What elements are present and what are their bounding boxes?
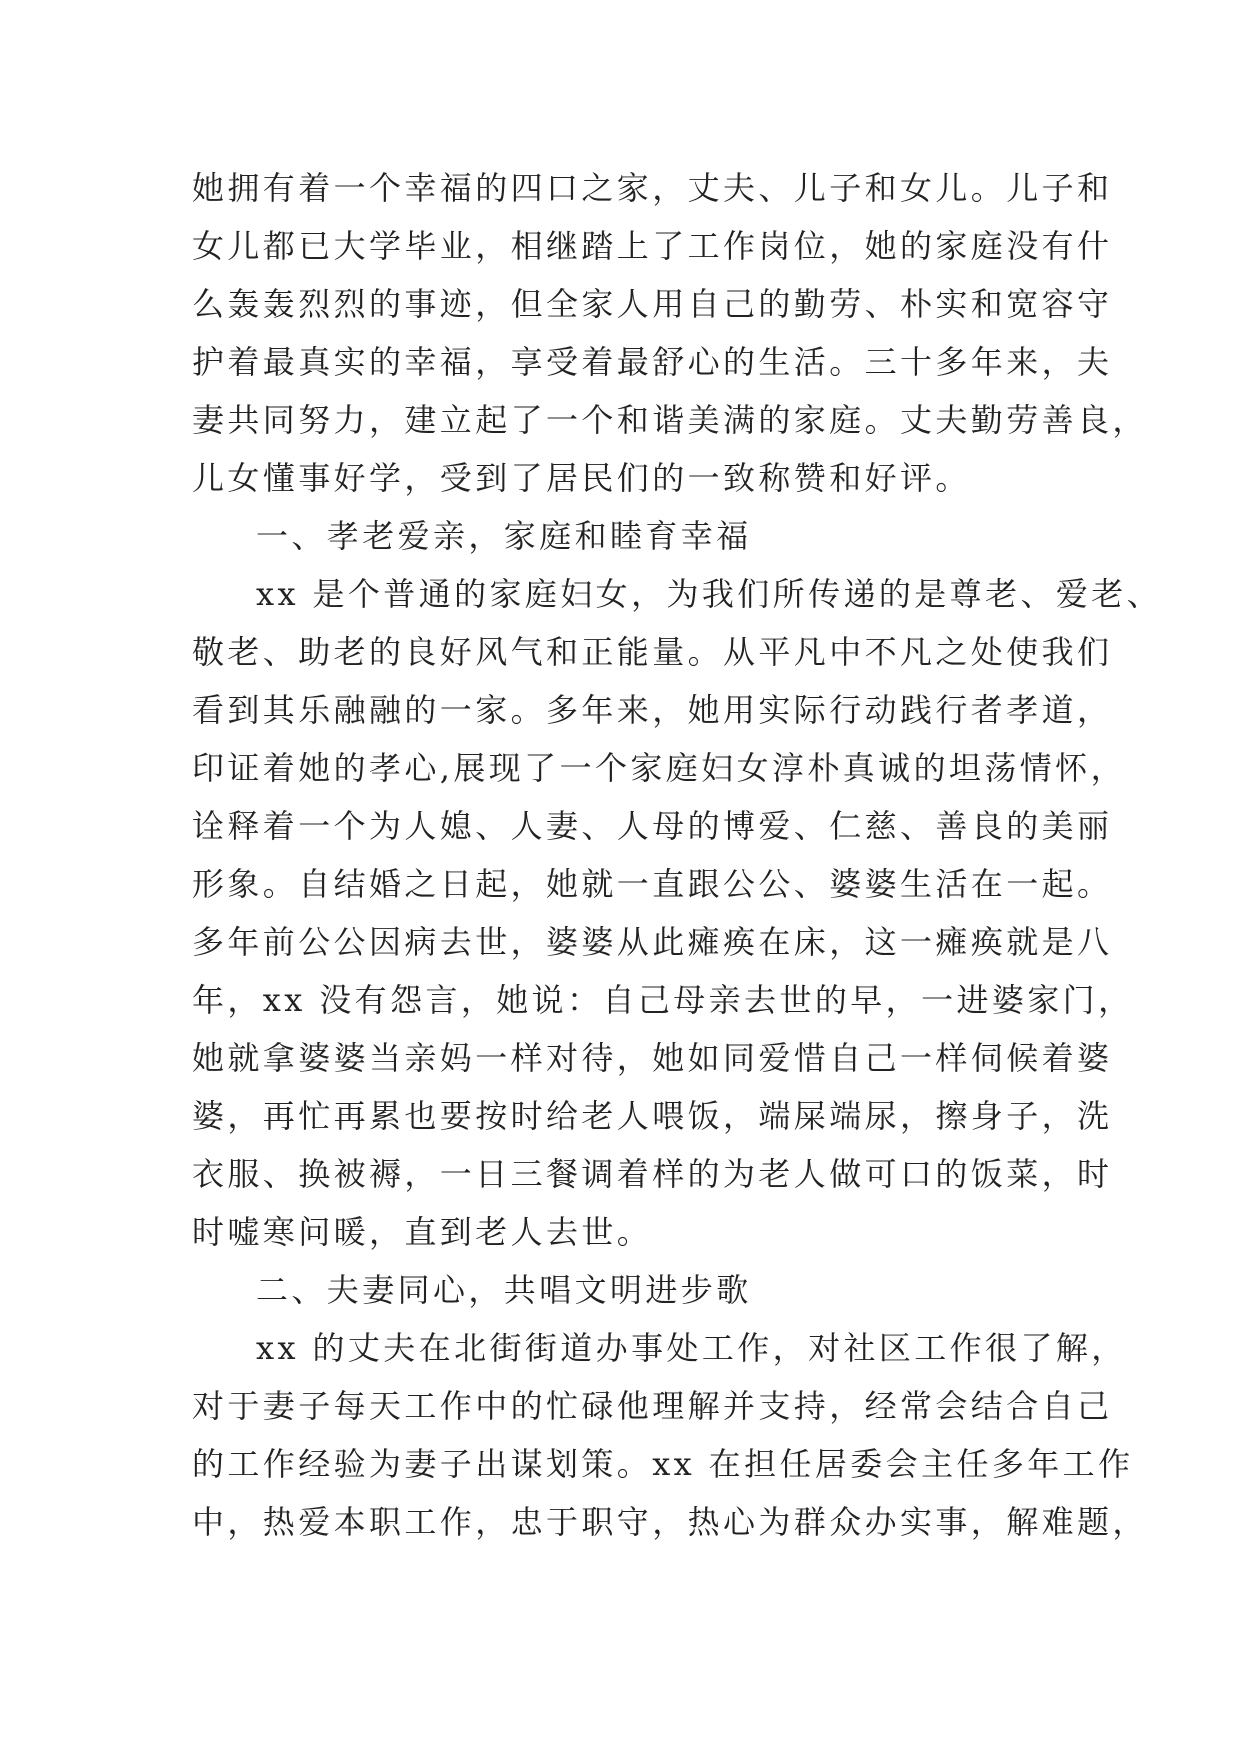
text-line: 中，热爱本职工作，忠于职守，热心为群众办实事，解难题，: [192, 1503, 1148, 1541]
text-line: 儿女懂事好学，受到了居民们的一致称赞和好评。: [192, 459, 971, 497]
text-line: 她就拿婆婆当亲妈一样对待，她如同爱惜自己一样伺候着婆: [192, 1039, 1113, 1077]
text-line: 印证着她的孝心,展现了一个家庭妇女淳朴真诚的坦荡情怀，: [192, 749, 1126, 787]
text-line: 时嘘寒问暖，直到老人去世。: [192, 1213, 653, 1251]
text-line: xx 的丈夫在北街街道办事处工作，对社区工作很了解，: [256, 1329, 1127, 1367]
text-line: 敬老、助老的良好风气和正能量。从平凡中不凡之处使我们: [192, 633, 1113, 671]
text-line: 她拥有着一个幸福的四口之家，丈夫、儿子和女儿。儿子和: [192, 169, 1113, 207]
text-line: 的工作经验为妻子出谋划策。xx 在担任居委会主任多年工作: [192, 1445, 1134, 1483]
text-line: 一、孝老爱亲，家庭和睦育幸福: [256, 517, 752, 555]
text-line: 护着最真实的幸福，享受着最舒心的生活。三十多年来，夫: [192, 343, 1113, 381]
text-line: 么轰轰烈烈的事迹，但全家人用自己的勤劳、朴实和宽容守: [192, 285, 1113, 323]
text-line: xx 是个普通的家庭妇女，为我们所传递的是尊老、爱老、: [256, 575, 1163, 613]
text-line: 女儿都已大学毕业，相继踏上了工作岗位，她的家庭没有什: [192, 227, 1113, 265]
text-line: 妻共同努力，建立起了一个和谐美满的家庭。丈夫勤劳善良，: [192, 401, 1148, 439]
text-line: 多年前公公因病去世，婆婆从此瘫痪在床，这一瘫痪就是八: [192, 923, 1113, 961]
document-body: [192, 159, 1163, 1551]
text-line: 婆，再忙再累也要按时给老人喂饭，端屎端尿，擦身子，洗: [192, 1097, 1113, 1135]
text-line: 看到其乐融融的一家。多年来，她用实际行动践行者孝道，: [192, 691, 1113, 729]
text-line: 二、夫妻同心，共唱文明进步歌: [256, 1271, 752, 1309]
text-line: 年，xx 没有怨言，她说：自己母亲去世的早，一进婆家门，: [192, 981, 1134, 1019]
text-line: 对于妻子每天工作中的忙碌他理解并支持，经常会结合自己: [192, 1387, 1113, 1425]
text-line: 衣服、换被褥，一日三餐调着样的为老人做可口的饭菜，时: [192, 1155, 1113, 1193]
text-line: 诠释着一个为人媳、人妻、人母的博爱、仁慈、善良的美丽: [192, 807, 1113, 845]
text-line: 形象。自结婚之日起，她就一直跟公公、婆婆生活在一起。: [192, 865, 1113, 903]
